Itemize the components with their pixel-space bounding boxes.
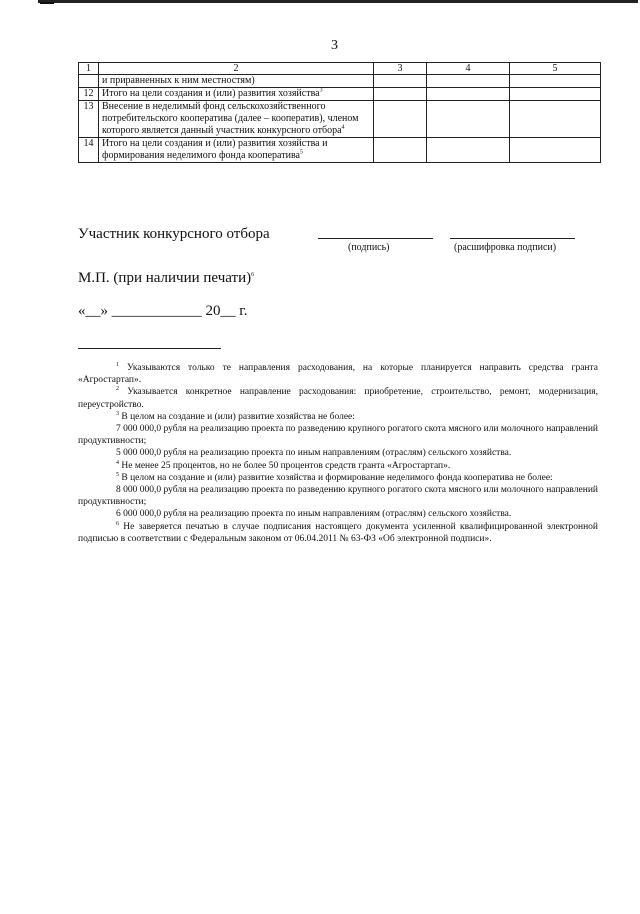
row-cell [427, 101, 510, 138]
row-cell [510, 101, 601, 138]
footnote-5: $^5$ В целом на создание и (или) развитие хозяйства и формирование неделимого фонда кооператива не более: [116, 471, 553, 483]
footnote-3a: 7 000 000,0 рубля на реализацию проекта по разведению крупного рогатого скота мясного или молочного направлений продуктивности; [78, 424, 598, 447]
row-cell [510, 75, 601, 88]
row-text: Итого на цели создания и (или) развития хозяйства и формирования неделимого фонда кооператива$^5$ [99, 138, 374, 163]
table-header-cell: 1 [79, 63, 99, 75]
footnote-1: $^1$ Указываются только те направления расходования, на которые планируется направить средства гранта «Агростартап». [78, 361, 598, 386]
footnote-2: $^2$ Указывается конкретное направление расходования: приобретение, строительство, ремонт, модернизация, переустройство. [78, 386, 598, 410]
row-number: 12 [79, 88, 99, 101]
footnote-5a: 8 000 000,0 рубля на реализацию проекта по разведению крупного рогатого скота мясного или молочного направлений продуктивности; [78, 485, 598, 508]
row-number [79, 75, 99, 88]
row-cell [374, 88, 427, 101]
table-header-cell: 2 [99, 63, 374, 75]
table-header-cell: 5 [510, 63, 601, 75]
row-cell [374, 75, 427, 88]
row-cell [427, 138, 510, 163]
row-cell [427, 88, 510, 101]
signature-caption: (подпись) [348, 242, 390, 253]
table-header-cell: 4 [427, 63, 510, 75]
participant-label: Участник конкурсного отбора [78, 226, 270, 242]
table-row [79, 101, 601, 138]
row-text: Итого на цели создания и (или) развития хозяйства$^3$ [99, 88, 374, 101]
stamp-label: М.П. (при наличии печати)$^6$ [78, 270, 255, 286]
signature-line [318, 238, 433, 239]
row-cell [510, 88, 601, 101]
row-text: и приравненных к ним местностям) [99, 75, 374, 88]
expense-table [78, 62, 601, 163]
table-row [79, 88, 601, 101]
top-dash-mark [40, 2, 54, 4]
date-line: «__» ____________ 20__ г. [78, 303, 248, 319]
row-cell [374, 138, 427, 163]
signature-decrypt-line [450, 238, 575, 239]
footnote-4: $^4$ Не менее 25 процентов, но не более 50 процентов средств гранта «Агростартап». [116, 459, 451, 471]
footnote-3b: 5 000 000,0 рубля на реализацию проекта по иным направлениям (отраслям) сельского хозяйства. [116, 448, 512, 459]
row-cell [374, 101, 427, 138]
table-header-row [79, 63, 601, 75]
row-number: 14 [79, 138, 99, 163]
footnote-5b: 6 000 000,0 рубля на реализацию проекта по иным направлениям (отраслям) сельского хозяйства. [116, 509, 512, 520]
row-cell [427, 75, 510, 88]
signature-decrypt-caption: (расшифровка подписи) [454, 242, 557, 253]
row-text: Внесение в неделимый фонд сельскохозяйственного потребительского кооператива (далее – кооператив), членом которого является данный участник конкурсного отбора$^4$ [99, 101, 374, 138]
page-number: 3 [331, 38, 338, 53]
table-row [79, 75, 601, 88]
row-number: 13 [79, 101, 99, 138]
footnote-separator [78, 348, 221, 349]
table-row [79, 138, 601, 163]
table-header-cell: 3 [374, 63, 427, 75]
row-cell [510, 138, 601, 163]
footnote-3: $^3$ В целом на создание и (или) развитие хозяйства не более: [116, 410, 355, 422]
footnotes [78, 362, 598, 545]
footnote-6: $^6$ Не заверяется печатью в случае подписания настоящего документа усиленной квалифицированной электронной подписью в соответствии с Федеральным законом от 06.04.2011 № 63-ФЗ «Об электронной подписи». [78, 520, 598, 544]
top-border-line [38, 0, 638, 3]
